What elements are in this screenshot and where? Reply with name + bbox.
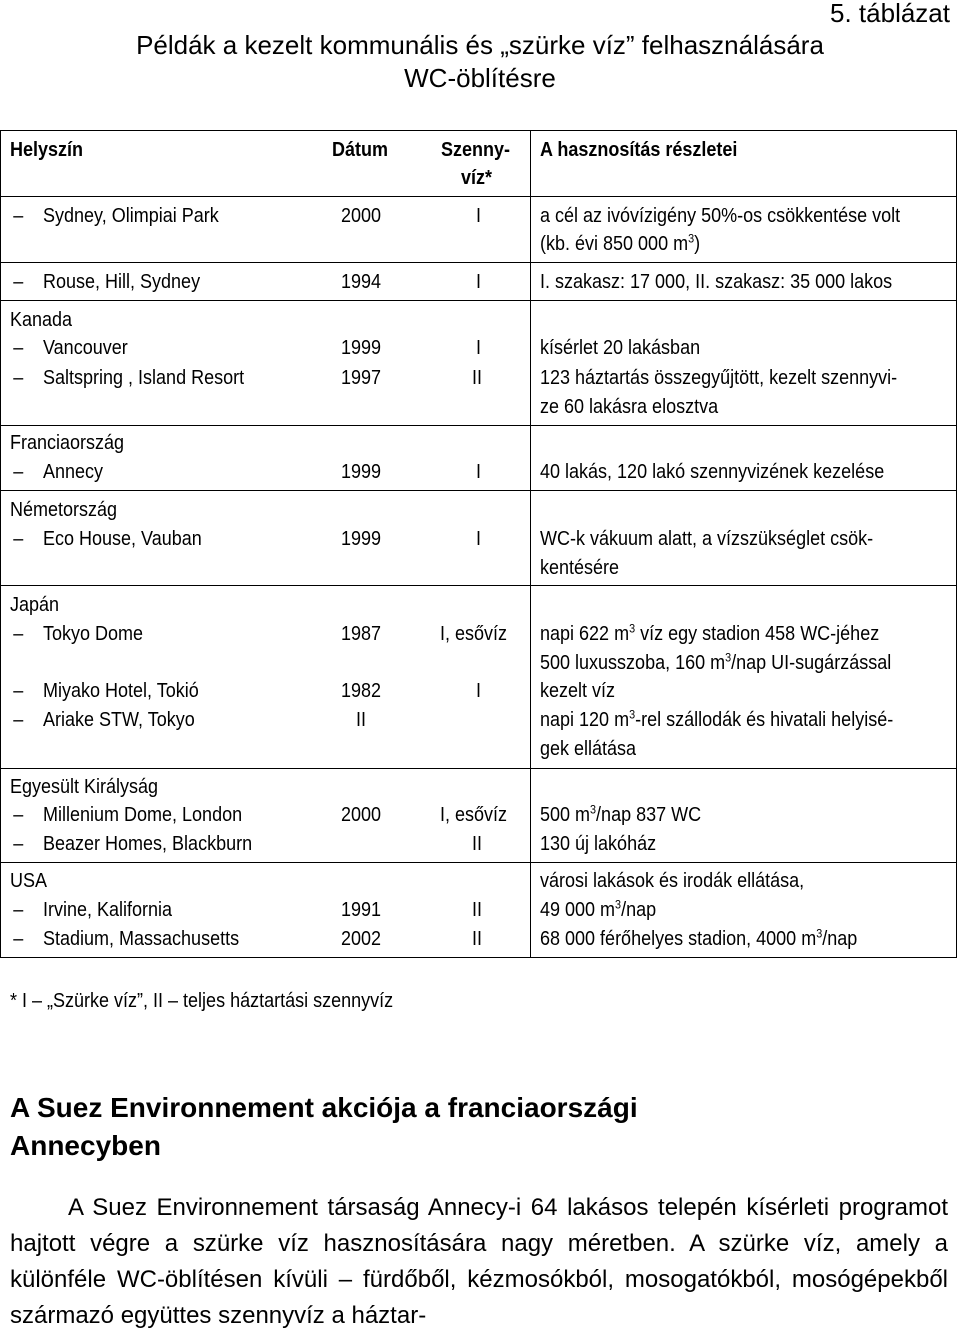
details-cell: napi 622 $m^3$ víz egy stadion 458 WC-jéhez bbox=[540, 621, 880, 645]
type-cell: I, esővíz bbox=[440, 623, 508, 645]
date-cell: 1999 bbox=[341, 461, 382, 483]
date-cell: 1987 bbox=[341, 623, 382, 645]
section-heading-line2: Annecyben bbox=[10, 1130, 161, 1161]
type-cell: II bbox=[472, 928, 483, 950]
country-usa: USA bbox=[10, 870, 48, 892]
details-cell: városi lakások és irodák ellátása, bbox=[540, 870, 805, 892]
location-saltspring: – Saltspring , Island Resort bbox=[43, 364, 244, 392]
date-cell: 1999 bbox=[341, 337, 382, 359]
details-cell: 500 $m^3$/nap 837 WC bbox=[540, 802, 702, 826]
details-cell: 49 000 $m^3$/nap bbox=[540, 897, 657, 921]
details-cell: gek ellátása bbox=[540, 738, 637, 760]
header-sewage: Szenny- bbox=[441, 139, 511, 161]
details-cell: 40 lakás, 120 lakó szennyvizének kezelése bbox=[540, 461, 885, 483]
type-cell: I bbox=[476, 528, 482, 550]
table-title-line2: WC-öblítésre bbox=[404, 63, 556, 93]
date-cell: 1994 bbox=[341, 271, 382, 293]
location-eco-house: – Eco House, Vauban bbox=[43, 525, 202, 553]
details-cell: a cél az ivóvízigény 50%-os csökkentése volt bbox=[540, 205, 901, 227]
section-heading: A Suez Environnement akciója a franciaországi bbox=[10, 1092, 638, 1123]
type-cell: I bbox=[476, 461, 482, 483]
date-cell: 2000 bbox=[341, 804, 382, 826]
location-annecy: – Annecy bbox=[43, 458, 103, 486]
details-cell: WC-k vákuum alatt, a vízszükséglet csök- bbox=[540, 528, 874, 550]
location-rouse: – Rouse, Hill, Sydney bbox=[43, 268, 200, 296]
location-ariake-stw: – Ariake STW, Tokyo bbox=[43, 706, 195, 734]
details-cell: 68 000 férőhelyes stadion, 4000 $m^3$/nap bbox=[540, 926, 858, 950]
location-miyako-hotel: – Miyako Hotel, Tokió bbox=[43, 677, 199, 705]
location-beazer-homes: – Beazer Homes, Blackburn bbox=[43, 830, 252, 858]
details-cell: napi 120 $m^3$-rel szállodák és hivatali helyisé- bbox=[540, 707, 894, 731]
details-cell: kezelt víz bbox=[540, 680, 616, 702]
date-cell: 2002 bbox=[341, 928, 382, 950]
table-label: 5. táblázat bbox=[830, 0, 950, 28]
country-kanada: Kanada bbox=[10, 309, 73, 331]
details-cell: I. szakasz: 17 000, II. szakasz: 35 000 lakos bbox=[540, 271, 893, 293]
country-germany: Németország bbox=[10, 499, 118, 521]
header-location: Helyszín bbox=[10, 139, 84, 161]
date-cell: 2000 bbox=[341, 205, 382, 227]
type-cell: II bbox=[472, 899, 483, 921]
date-cell: 1982 bbox=[341, 680, 382, 702]
date-cell: II bbox=[356, 709, 367, 731]
date-cell: 1997 bbox=[341, 367, 382, 389]
type-cell: I bbox=[476, 271, 482, 293]
details-cell: 500 luxusszoba, 160 $m^3$/nap UI-sugárzással bbox=[540, 650, 892, 674]
location-tokyo-dome: – Tokyo Dome bbox=[43, 620, 143, 648]
type-cell: I, esővíz bbox=[440, 804, 508, 826]
location-sydney: – Sydney, Olimpiai Park bbox=[43, 202, 219, 230]
location-stadium: – Stadium, Massachusetts bbox=[43, 925, 239, 953]
details-cell: 130 új lakóház bbox=[540, 833, 657, 855]
details-cell: 123 háztartás összegyűjtött, kezelt szennyvi- bbox=[540, 367, 898, 389]
country-japan: Japán bbox=[10, 594, 60, 616]
header-details: A hasznosítás részletei bbox=[540, 139, 738, 161]
country-france: Franciaország bbox=[10, 432, 125, 454]
details-cell: ze 60 lakásra elosztva bbox=[540, 396, 719, 418]
table-title: Példák a kezelt kommunális és „szürke víz” felhasználására bbox=[136, 30, 824, 60]
date-cell: 1999 bbox=[341, 528, 382, 550]
type-cell: I bbox=[476, 680, 482, 702]
table-footnote: * I – „Szürke víz”, II – teljes háztartási szennyvíz bbox=[10, 990, 394, 1012]
location-irvine: – Irvine, Kalifornia bbox=[43, 896, 172, 924]
details-cell: kentésére bbox=[540, 557, 620, 579]
type-cell: II bbox=[472, 833, 483, 855]
body-paragraph: A Suez Environnement társaság Annecy-i 64 lakásos telepén kísérleti programot hajtott végre a szürke víz hasznosítására nagy méretben. A szürke víz, amely a különféle WC-öblítésen kívüli – fürdőből, kézmosókból, mosogatókból, mosógépekből származó együttes szennyvíz a háztar- bbox=[10, 1194, 948, 1329]
date-cell: 1991 bbox=[341, 899, 382, 921]
header-sewage-line2: víz* bbox=[461, 167, 493, 189]
type-cell: II bbox=[472, 367, 483, 389]
header-date: Dátum bbox=[332, 139, 389, 161]
country-uk: Egyesült Királyság bbox=[10, 776, 159, 798]
type-cell: I bbox=[476, 205, 482, 227]
location-millenium-dome: – Millenium Dome, London bbox=[43, 801, 242, 829]
details-cell: (kb. évi 850 000 $m^3$) bbox=[540, 231, 701, 255]
details-cell: kísérlet 20 lakásban bbox=[540, 337, 701, 359]
type-cell: I bbox=[476, 337, 482, 359]
location-vancouver: – Vancouver bbox=[43, 334, 128, 362]
